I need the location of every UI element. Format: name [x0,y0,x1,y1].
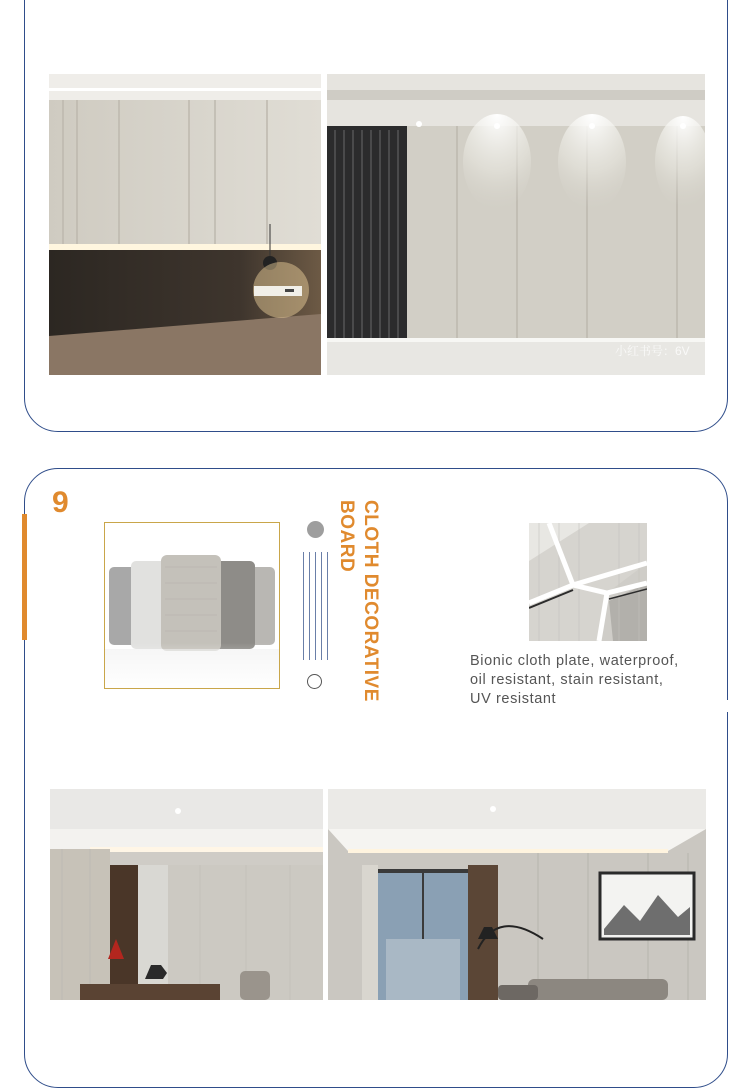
interior-photo-office [50,789,323,1000]
description-line-2: oil resistant, stain resistant, [470,672,664,688]
fabric-swatch-image [104,522,280,689]
product-description [470,652,710,709]
indicator-dot-empty [307,674,322,689]
product-title-line2: BOARD [336,500,357,573]
description-line-1: Bionic cloth plate, waterproof, [470,653,679,669]
fabric-joint-detail-image [529,523,647,641]
card-border-gap [722,700,734,712]
watermark-text: 小红书号：6V [615,344,690,358]
product-title-line1: CLOTH DECORATIVE [360,500,381,702]
decorative-lines [303,552,329,660]
accent-bar [22,514,27,640]
section-number: 9 [52,486,69,519]
interior-photo-spotlight-wall [327,74,705,375]
product-title [330,500,382,715]
indicator-dot-filled [307,521,324,538]
interior-photo-wood-wall [49,74,321,375]
description-line-3: UV resistant [470,691,557,707]
interior-photo-living-room [328,789,706,1000]
